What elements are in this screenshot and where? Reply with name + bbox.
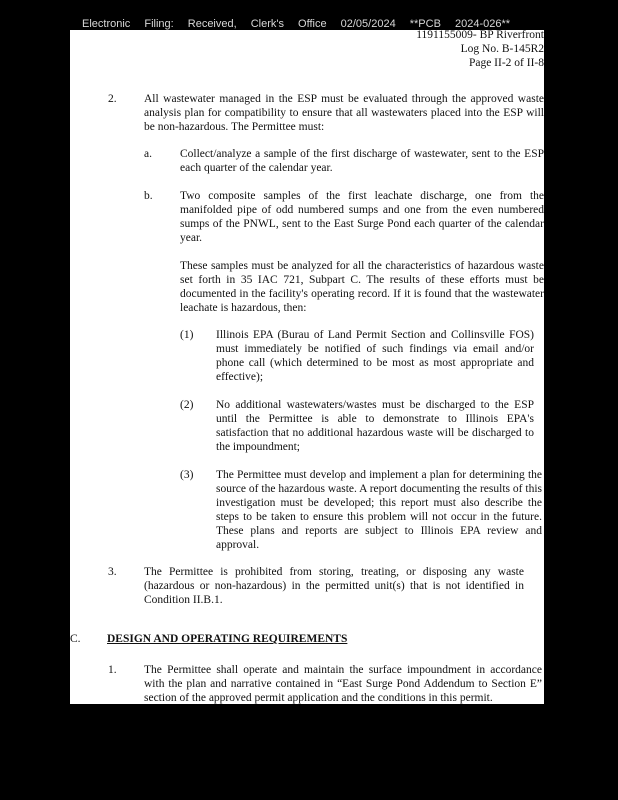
document-page (70, 30, 544, 704)
item-2b-text: Two composite samples of the first leachate discharge, one from the manifolded pipe of odd numbered sumps and one from the even numbered sumps of the PNWL, sent to the East Surge Pond each quarter of the calendar year. (180, 190, 544, 244)
electronic-filing-stamp: Electronic Filing: Received, Clerk's Office 02/05/2024 **PCB 2024-026** (82, 18, 511, 30)
sub-1-label: (1) (180, 329, 194, 341)
item-2b-label: b. (144, 190, 153, 202)
sub-2-text: No additional wastewaters/wastes must be discharged to the ESP until the Permittee is able to demonstrate to Illinois EPA's satisfaction that no additional hazardous waste will be discharged to the impoundment; (216, 399, 534, 453)
item-2-number: 2. (108, 93, 117, 105)
page-number: Page II-2 of II-8 (468, 57, 544, 69)
item-2a-label: a. (144, 148, 152, 160)
item-3-number: 3. (108, 566, 117, 578)
samples-paragraph: These samples must be analyzed for all the characteristics of hazardous waste set forth in 35 IAC 721, Subpart C. The results of these efforts must be documented in the facility's operating record. If it is found that the wastewater leachate is hazardous, then: (180, 260, 544, 314)
item-c1-text: The Permittee shall operate and maintain the surface impoundment in accordance with the plan and narrative contained in “East Surge Pond Addendum to Section E” section of the approved permit application and the conditions in this permit. (144, 664, 542, 704)
item-2a-text: Collect/analyze a sample of the first discharge of wastewater, sent to the ESP each quarter of the calendar year. (180, 148, 544, 174)
section-c-title: DESIGN AND OPERATING REQUIREMENTS (107, 633, 348, 645)
item-c1-number: 1. (108, 664, 117, 676)
sub-2-label: (2) (180, 399, 194, 411)
permit-id: 1191155009- BP Riverfront (416, 30, 544, 41)
item-2-text: All wastewater managed in the ESP must be evaluated through the approved waste analysis plan for compatibility to ensure that all wastewaters placed into the ESP will be non-hazardous. The Permittee must: (144, 93, 544, 133)
item-3-text: The Permittee is prohibited from storing, treating, or disposing any waste (hazardous or non-hazardous) in the permitted unit(s) that is not identified in Condition II.B.1. (144, 566, 524, 606)
log-number: Log No. B-145R2 (460, 43, 544, 55)
sub-3-label: (3) (180, 469, 194, 481)
sub-3-text: The Permittee must develop and implement a plan for determining the source of the hazardous waste. A report documenting the results of this investigation must be developed; this report must also describe the steps to be taken to ensure this problem will not occur in the future. These plans and reports are subject to Illinois EPA review and approval. (216, 469, 542, 551)
permit-header (416, 30, 544, 70)
sub-1-text: Illinois EPA (Burau of Land Permit Section and Collinsville FOS) must immediately be notified of such findings via email and/or phone call (which determined to be most as most appropriate and effective); (216, 329, 534, 383)
section-c-label: C. (70, 633, 81, 645)
